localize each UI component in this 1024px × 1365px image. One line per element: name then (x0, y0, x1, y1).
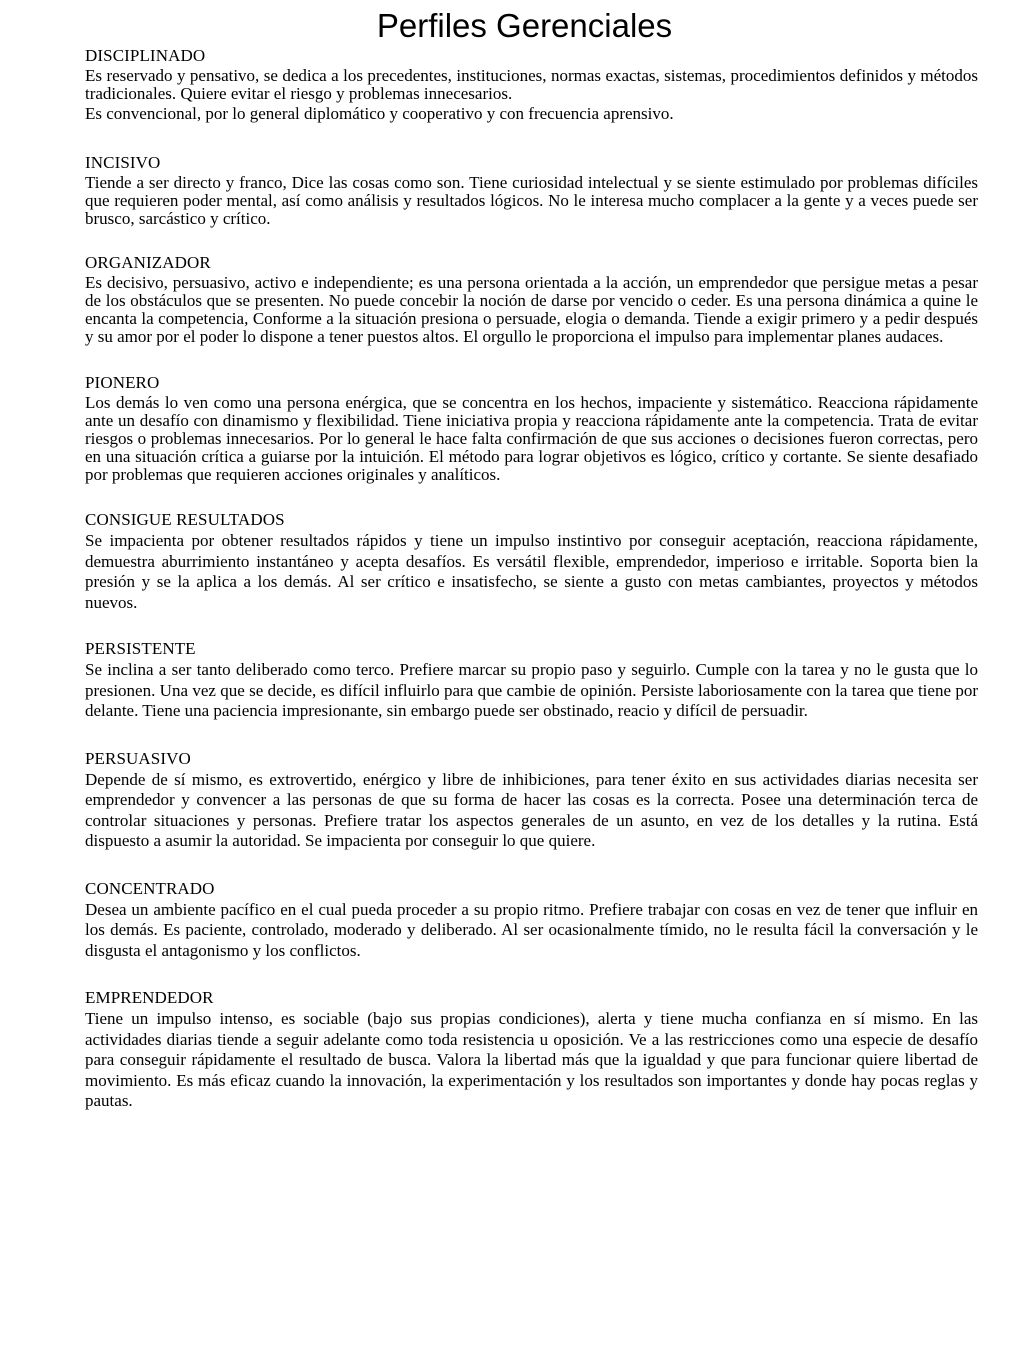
section-paragraph: Desea un ambiente pacífico en el cual pueda proceder a su propio ritmo. Prefiere trabajar con cosas en vez de tener que influir en los demás. Es paciente, controlado, moderado y deliberado. Al ser ocasionalmente tímido, no le resulta fácil la conversación y le disgusta el antagonismo y los conflictos. (85, 899, 978, 960)
document-body (85, 46, 978, 1112)
section-pionero (85, 373, 978, 484)
section-disciplinado (85, 46, 978, 123)
section-paragraph: Es decisivo, persuasivo, activo e independiente; es una persona orientada a la acción, un emprendedor que persigue metas a pesar de los obstáculos que se presenten. No puede concebir la noción de darse por vencido o ceder. Es una persona dinámica a quine le encanta la competencia, Conforme a la situación presiona o persuade, elogia o demanda. Tiende a exigir primero y a pedir después y su amor por el poder lo dispone a tener puestos altos. El orgullo le proporciona el impulso para implementar planes audaces. (85, 273, 978, 346)
section-paragraph: Los demás lo ven como una persona enérgica, que se concentra en los hechos, impaciente y sistemático. Reacciona rápidamente ante un desafío con dinamismo y flexibilidad. Tiene iniciativa propia y reacciona rápidamente ante la competencia. Trata de evitar riesgos o problemas innecesarios. Por lo general le hace falta confirmación de que sus acciones o decisiones fueron correctas, pero en una situación crítica a guiarse por la intuición. El método para lograr objetivos es lógico, crítico y cortante. Se siente desafiado por problemas que requieren acciones originales y analíticos. (85, 393, 978, 484)
section-organizador (85, 253, 978, 346)
section-heading: INCISIVO (85, 153, 161, 172)
section-incisivo (85, 153, 978, 228)
section-paragraph: Depende de sí mismo, es extrovertido, enérgico y libre de inhibiciones, para tener éxito en sus actividades diarias necesita ser emprendedor y convencer a las personas de que su forma de hacer las cosas es la correcta. Posee una determinación terca de controlar situaciones y personas. Prefiere tratar los aspectos generales de un asunto, en vez de los detalles y la rutina. Está dispuesto a asumir la autoridad. Se impacienta por conseguir lo que quiere. (85, 769, 978, 850)
section-paragraph: Es reservado y pensativo, se dedica a los precedentes, instituciones, normas exactas, sistemas, procedimientos definidos y métodos tradicionales. Quiere evitar el riesgo y problemas innecesarios. (85, 66, 978, 103)
section-heading: EMPRENDEDOR (85, 988, 214, 1007)
section-heading: CONSIGUE RESULTADOS (85, 510, 285, 529)
section-heading: PIONERO (85, 373, 160, 392)
section-heading: ORGANIZADOR (85, 253, 211, 272)
section-heading: DISCIPLINADO (85, 46, 206, 65)
section-paragraph: Tiene un impulso intenso, es sociable (bajo sus propias condiciones), alerta y tiene mucha confianza en sí mismo. En las actividades diarias tiende a seguir adelante como toda resistencia u oposición. Ve a las restricciones como una especie de desafío para conseguir rápidamente el resultado de busca. Valora la libertad más que la igualdad y que para funcionar quiere libertad de movimiento. Es más eficaz cuando la innovación, la experimentación y los resultados son importantes y donde hay pocas reglas y pautas. (85, 1009, 978, 1110)
section-paragraph: Tiende a ser directo y franco, Dice las cosas como son. Tiene curiosidad intelectual y se siente estimulado por problemas difíciles que requieren poder mental, así como análisis y resultados lógicos. No le interesa mucho complacer a la gente y a veces puede ser brusco, sarcástico y crítico. (85, 173, 978, 228)
section-paragraph: Se inclina a ser tanto deliberado como terco. Prefiere marcar su propio paso y seguirlo. Cumple con la tarea y no le gusta que lo presionen. Una vez que se decide, es difícil influirlo para que cambie de opinión. Persiste laboriosamente con la tarea que tiene por delante. Tiene una paciencia impresionante, sin embargo puede ser obstinado, reacio y difícil de persuadir. (85, 660, 978, 720)
section-emprendedor (85, 988, 978, 1112)
section-persuasivo (85, 749, 978, 852)
section-paragraph: Se impacienta por obtener resultados rápidos y tiene un impulso instintivo por conseguir aceptación, reacciona rápidamente, demuestra aburrimiento instantáneo y acepta desafíos. Es versátil flexible, emprendedor, imperioso e irritable. Soporta bien la presión y se la aplica a los demás. Al ser crítico e insatisfecho, se siente a gusto con metas cambiantes, proyectos y métodos nuevos. (85, 531, 978, 612)
section-heading: PERSISTENTE (85, 639, 196, 658)
section-persistente (85, 639, 978, 722)
section-paragraph: Es convencional, por lo general diplomático y cooperativo y con frecuencia aprensivo. (85, 104, 674, 123)
section-consigue-resultados (85, 510, 978, 613)
section-heading: CONCENTRADO (85, 878, 215, 898)
page-title: Perfiles Gerenciales (376, 7, 673, 44)
section-concentrado (85, 879, 978, 962)
section-heading: PERSUASIVO (85, 748, 191, 768)
